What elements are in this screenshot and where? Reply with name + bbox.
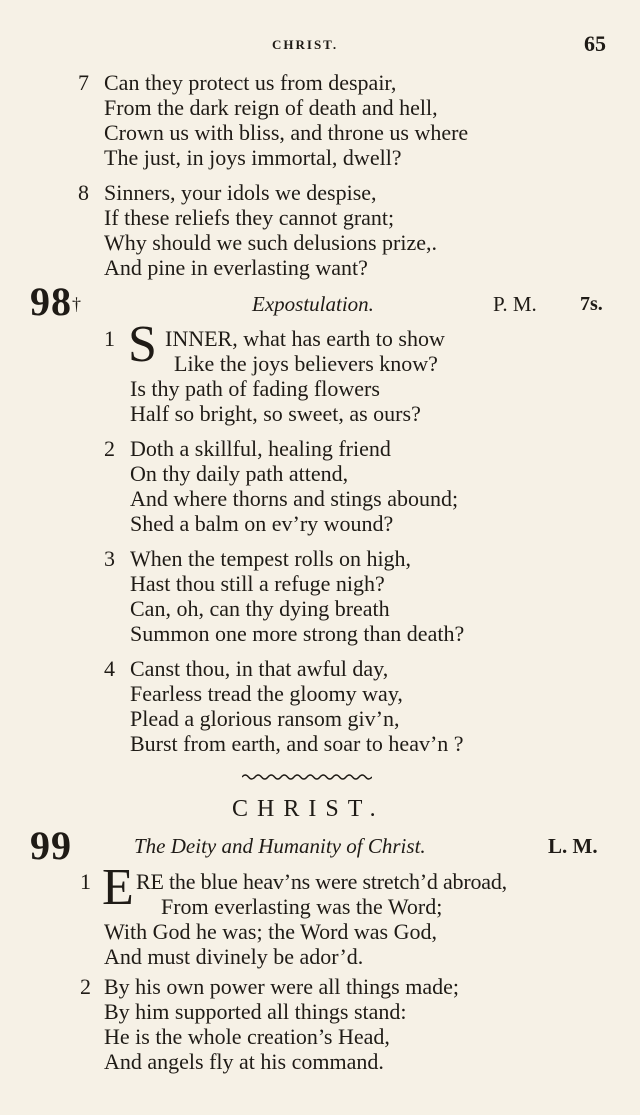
verse-line: On thy daily path attend,: [130, 461, 349, 486]
hymn-tune-meter: 7s.: [580, 293, 603, 315]
stanza-number: 4: [104, 656, 115, 681]
verse-line: Shed a balm on ev’ry wound?: [130, 511, 394, 536]
running-title: CHRIST.: [272, 37, 339, 52]
verse-line: And pine in everlasting want?: [104, 255, 368, 280]
page-number: 65: [584, 31, 606, 56]
hymn-title: Expostulation.: [252, 292, 374, 316]
stanza-number: 1: [80, 869, 91, 894]
hymn-number: [30, 279, 82, 324]
verse-line: And angels fly at his command.: [104, 1049, 384, 1074]
verse-line: INNER, what has earth to show: [165, 326, 445, 351]
hymn-meter: L. M.: [548, 834, 598, 858]
verse-line: By his own power were all things made;: [104, 974, 459, 999]
verse-line: From everlasting was the Word;: [161, 894, 443, 919]
verse-line: Doth a skillful, healing friend: [130, 436, 391, 461]
hymn-number-value: 98: [30, 279, 72, 324]
stanza-number: 3: [104, 546, 115, 571]
verse-line: Can, oh, can thy dying breath: [130, 596, 390, 621]
verse-line: Is thy path of fading flowers: [130, 376, 380, 401]
stanza-number: 2: [80, 974, 91, 999]
verse-line: Why should we such delusions prize,.: [104, 230, 437, 255]
verse-line: Canst thou, in that awful day,: [130, 656, 389, 681]
verse-line: Sinners, your idols we despise,: [104, 180, 377, 205]
verse-line: RE the blue heav’ns were stretch’d abroad,: [136, 869, 507, 894]
verse-line: If these reliefs they cannot grant;: [104, 205, 395, 230]
stanza-number: 1: [104, 326, 115, 351]
stanza-number: 7: [78, 70, 89, 95]
verse-line: Burst from earth, and soar to heav’n ?: [130, 731, 464, 756]
verse-line: The just, in joys immortal, dwell?: [104, 145, 402, 170]
verse-line: And where thorns and stings abound;: [130, 486, 459, 511]
verse-line: Fearless tread the gloomy way,: [130, 681, 403, 706]
stanza-number: 2: [104, 436, 115, 461]
verse-line: Plead a glorious ransom giv’n,: [130, 706, 400, 731]
verse-line: Summon one more strong than death?: [130, 621, 465, 646]
section-heading: CHRIST.: [232, 796, 385, 822]
stanza-number: 8: [78, 180, 89, 205]
verse-line: When the tempest rolls on high,: [130, 546, 412, 571]
verse-line: He is the whole creation’s Head,: [104, 1024, 390, 1049]
dagger-mark: †: [72, 294, 82, 314]
verse-line: Half so bright, so sweet, as ours?: [130, 401, 421, 426]
hymn-number: 99: [30, 823, 72, 868]
verse-line: Crown us with bliss, and throne us where: [104, 120, 469, 145]
verse-line: And must divinely be ador’d.: [104, 944, 364, 969]
drop-cap: S: [128, 316, 157, 373]
verse-line: Can they protect us from despair,: [104, 70, 397, 95]
verse-line: With God he was; the Word was God,: [104, 919, 437, 944]
verse-line: From the dark reign of death and hell,: [104, 95, 438, 120]
verse-line: Hast thou still a refuge nigh?: [130, 571, 385, 596]
verse-line: By him supported all things stand:: [104, 999, 407, 1024]
drop-cap: E: [102, 859, 134, 916]
decorative-rule: [242, 773, 372, 781]
hymn-title: The Deity and Humanity of Christ.: [134, 834, 426, 858]
verse-line: Like the joys believers know?: [174, 351, 438, 376]
hymn-meter: P. M.: [493, 292, 537, 316]
